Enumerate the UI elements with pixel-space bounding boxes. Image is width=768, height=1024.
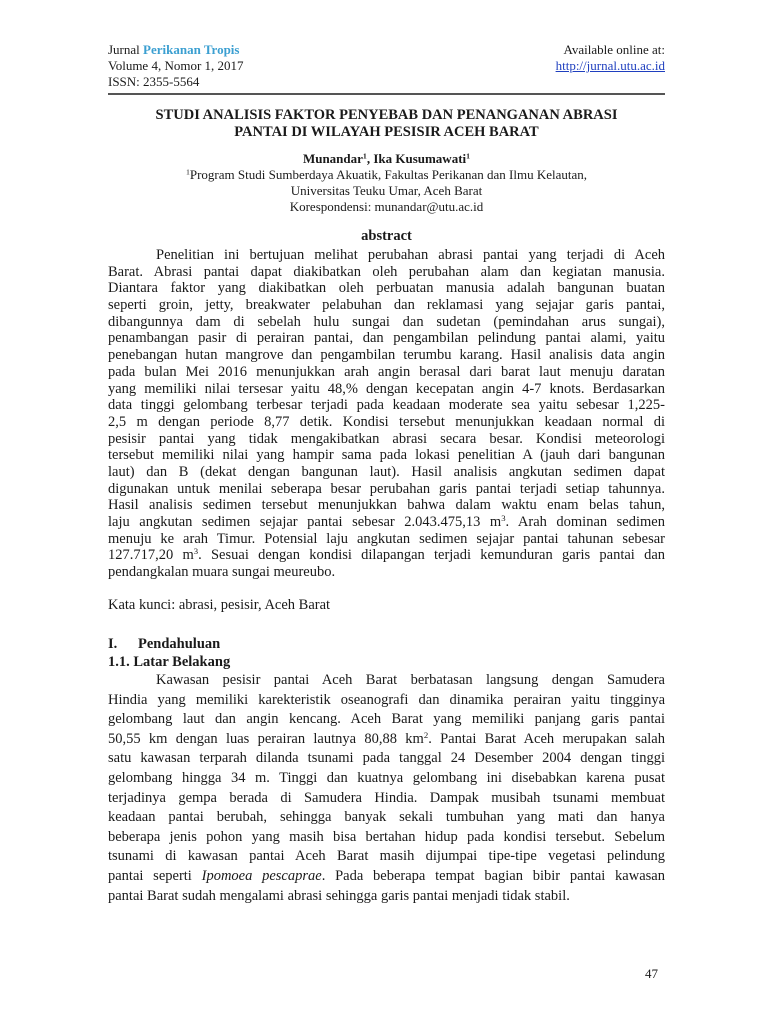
text-line: digunakan untuk menilai seberapa besar perubahan garis pantai terjadi setiap tahunnya. bbox=[108, 480, 665, 497]
author-block bbox=[108, 151, 665, 215]
text-line: gelombang laut dan angin kencang. Aceh Barat yang memiliki panjang garis pantai bbox=[108, 711, 665, 728]
text-line: penebangan hutan mangrove dan pengambilan terumbu karang. Hasil analisis data angin bbox=[108, 347, 665, 364]
intro-body bbox=[108, 671, 665, 906]
text-segment: laju angkutan sedimen sejajar pantai sebesar 2.043.475,13 m bbox=[108, 514, 502, 530]
text-line: yang memiliki nilai tersesar yaitu 48,% dengan kecepatan angin 4-7 knots. Berdasarkan bbox=[108, 380, 665, 397]
section-heading: I. Pendahuluan bbox=[108, 636, 221, 652]
journal-name: Jurnal Perikanan Tropis bbox=[108, 42, 240, 57]
text-segment: . Pada beberapa tempat bagian bibir pantai kawasan bbox=[321, 867, 665, 884]
text-line bbox=[108, 730, 665, 750]
text-line: tersebut memiliki nilai yang hampir sama pada lokasi penelitian A (jauh dari bangunan bbox=[108, 447, 665, 464]
text-line: Kawasan pesisir pantai Aceh Barat berbatasan langsung dengan Samudera bbox=[156, 672, 665, 688]
text-line: pada bulan Mei 2016 menunjukkan arah angin berasal dari barat laut menuju daratan bbox=[108, 363, 665, 380]
title-line: PANTAI DI WILAYAH PESISIR ACEH BARAT bbox=[234, 123, 539, 140]
affiliation-university: Universitas Teuku Umar, Aceh Barat bbox=[290, 183, 483, 198]
affiliation: $^1$Program Studi Sumberdaya Akuatik, Fakultas Perikanan dan Ilmu Kelautan, bbox=[185, 167, 588, 182]
journal-volume: Volume 4, Nomor 1, 2017 bbox=[108, 58, 244, 73]
journal-issn: ISSN: 2355-5564 bbox=[108, 74, 200, 89]
text-line: menuju ke arah Timur. Potensial laju angkutan sedimen sejajar pantai tahunan sebesar bbox=[108, 530, 665, 547]
journal-url-link[interactable]: http://jurnal.utu.ac.id bbox=[555, 58, 665, 73]
text-segment: 127.717,20 m bbox=[108, 547, 194, 564]
superscript: 2 bbox=[423, 729, 429, 740]
text-line: Diantara faktor yang diakibatkan oleh perbuatan manusia adalah bangunan buatan bbox=[108, 280, 665, 297]
subsection-heading: 1.1. Latar Belakang bbox=[108, 654, 231, 670]
text-segment: . Pantai Barat Aceh merupakan salah bbox=[428, 730, 665, 747]
text-line: pesisir pantai yang tidak mengakibatkan abrasi secara besar. Kondisi meteorologi bbox=[108, 430, 665, 447]
correspondence: Korespondensi: munandar@utu.ac.id bbox=[289, 199, 484, 214]
text-line: Barat. Abrasi pantai dapat diakibatkan oleh perubahan alam dan kegiatan manusia. bbox=[108, 263, 665, 280]
text-line: data tinggi gelombang terbesar terjadi pada keadaan moderate sea yaitu sebesar 1,225- bbox=[108, 397, 665, 414]
text-line: keadaan pantai berubah, sehingga banyak sekali tumbuhan yang mati dan hanya bbox=[108, 809, 665, 826]
text-line: 2,5 m dengan periode 8,77 detik. Kondisi tersebut menunjukkan keadaan normal di bbox=[108, 413, 665, 430]
italic-text: Ipomoea pescaprae bbox=[201, 867, 322, 884]
text-line: pendangkalan muara sungai meureubo. bbox=[108, 564, 336, 581]
text-line: penambangan pasir di perairan pantai, dan pengambilan pelindung pantai alami, yaitu bbox=[108, 330, 665, 347]
text-segment: 50,55 km dengan luas perairan lautnya 80,88 km bbox=[108, 730, 424, 747]
text-line: satu kawasan terparah dilanda tsunami pada tanggal 24 Desember 2004 dengan tinggi bbox=[108, 750, 665, 767]
text-line: laut) dan B (dekat dengan bangunan laut). Hasil analisis angkutan sedimen dapat bbox=[108, 463, 665, 480]
paper-title bbox=[108, 107, 665, 140]
text-line: Hindia yang memiliki karekteristik oseanografi dan dinamika perairan yaitu tingginya bbox=[108, 691, 665, 708]
text-line bbox=[108, 547, 665, 564]
text-line: beberapa jenis pohon yang masih bisa bertahan hidup pada kondisi tersebut. Sebelum bbox=[108, 828, 665, 845]
text-line: tsunami di kawasan pantai Aceh Barat masih dijumpai tipe-tipe vegetasi pelindung bbox=[108, 848, 665, 865]
text-segment: . Sesuai dengan kondisi dilapangan terjadi kemunduran garis pantai dan bbox=[198, 547, 665, 564]
abstract-body bbox=[108, 247, 665, 581]
text-line bbox=[108, 867, 665, 887]
journal-brand: Perikanan Tropis bbox=[143, 42, 240, 57]
superscript: 3 bbox=[501, 514, 506, 523]
header-rule bbox=[108, 93, 665, 95]
text-line: gelombang hingga 34 m. Tinggi dan kuatnya gelombang ini disebabkan karena pusat bbox=[108, 769, 665, 786]
author-names: Munandar$^1$, Ika Kusumawati$^1$ bbox=[302, 151, 471, 166]
abstract-heading: abstract bbox=[361, 228, 412, 244]
text-line: seperti groin, jetty, breakwater pelabuhan dan reklamasi yang sejajar garis pantai, bbox=[108, 297, 665, 314]
superscript: 3 bbox=[193, 547, 199, 557]
available-online-label: Available online at: bbox=[563, 42, 665, 57]
text-line: terjadinya gempa berada di Samudera Hindia. Dampak musibah tsunami membuat bbox=[108, 789, 665, 806]
journal-header bbox=[108, 42, 665, 90]
text-line: pantai Barat sudah mengalami abrasi sehingga garis pantai menjadi tidak stabil. bbox=[108, 887, 570, 904]
text-segment: pantai seperti bbox=[108, 867, 202, 884]
keywords: Kata kunci: abrasi, pesisir, Aceh Barat bbox=[108, 597, 331, 613]
text-line: dibangunnya dam di sebelah hulu sungai dan sudetan (pemindahan arus sungai), bbox=[108, 313, 665, 330]
text-line bbox=[108, 514, 665, 531]
page-number: 47 bbox=[645, 966, 658, 981]
title-line: STUDI ANALISIS FAKTOR PENYEBAB DAN PENANGANAN ABRASI bbox=[155, 107, 618, 123]
text-line: Hasil analisis sedimen tersebut menunjukkan bahwa dalam waktu enam belas tahun, bbox=[108, 497, 665, 514]
text-line: Penelitian ini bertujuan melihat perubahan abrasi pantai yang terjadi di Aceh bbox=[156, 247, 665, 263]
text-segment: . Arah dominan sedimen bbox=[505, 514, 665, 530]
